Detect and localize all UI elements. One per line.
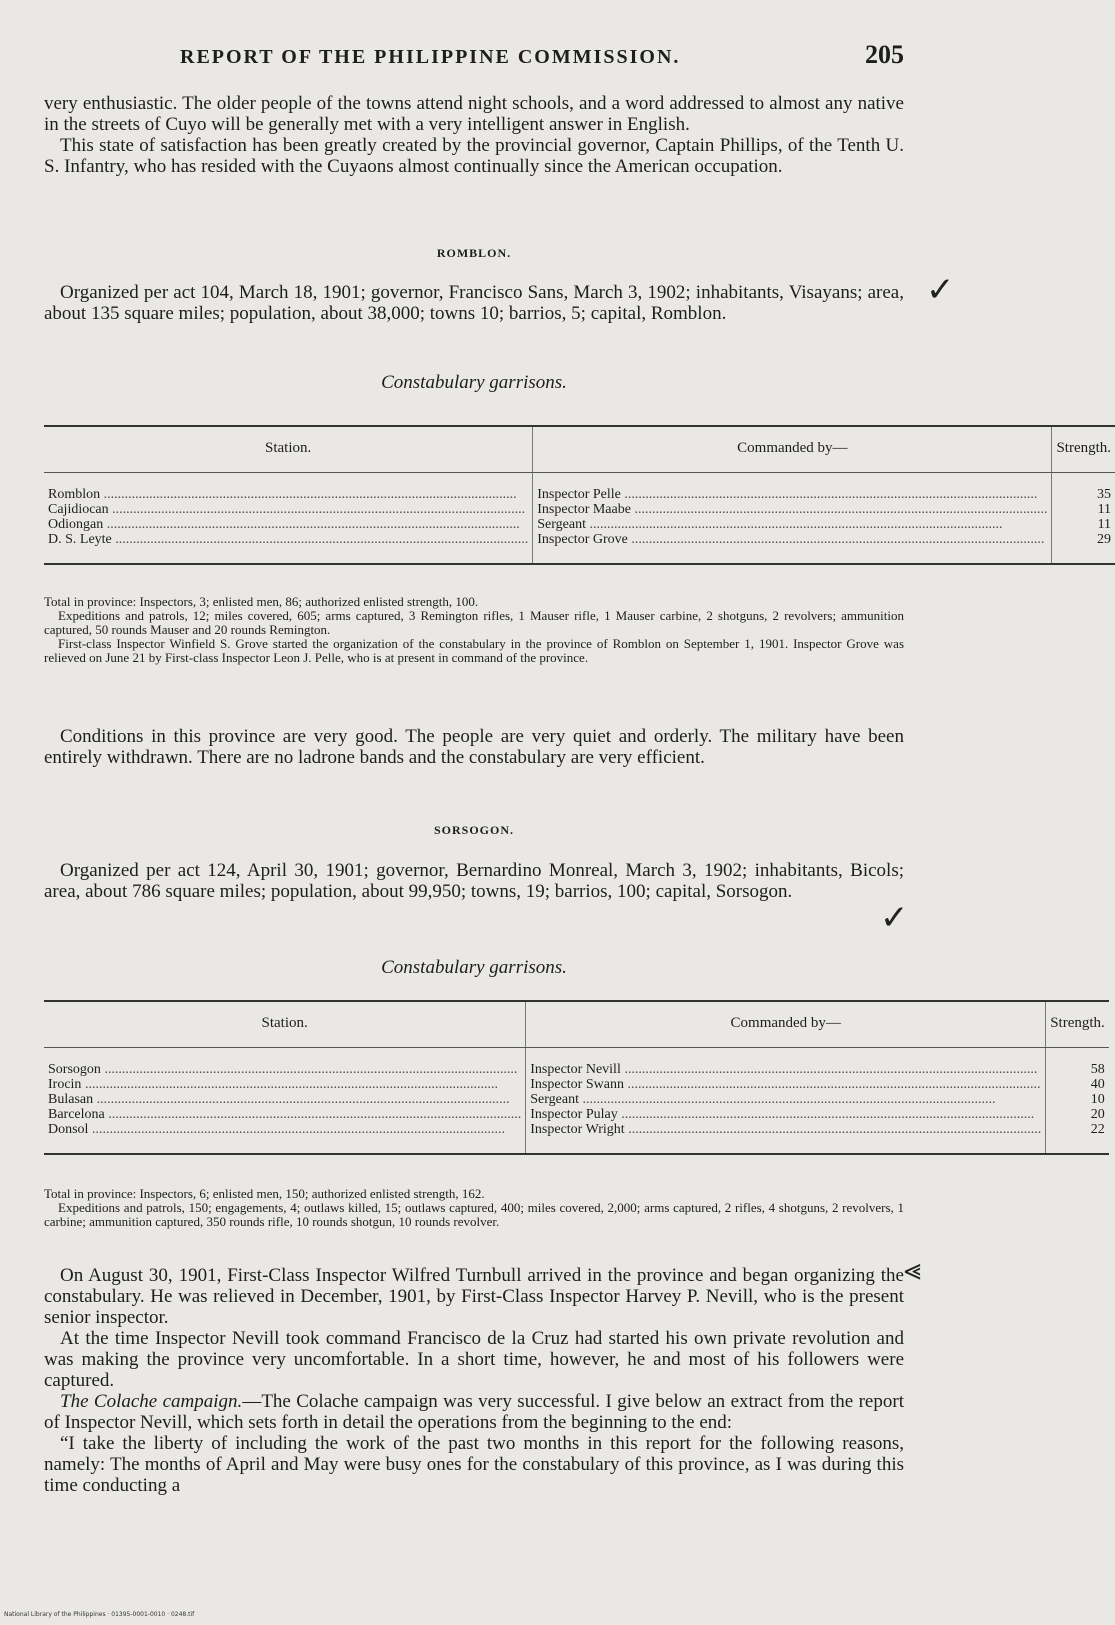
station-cell: D. S. Leyte ..... bbox=[48, 532, 528, 547]
commander-cell: Inspector Nevill ..... bbox=[530, 1062, 1041, 1077]
section-heading-sorsogon: SORSOGON. bbox=[433, 823, 514, 837]
note-totals: Total in province: Inspectors, 3; enlisted men, 86; authorized enlisted strength, 100. bbox=[44, 594, 479, 609]
checkmark-icon: ✓ bbox=[926, 270, 955, 310]
table-row bbox=[44, 517, 1115, 532]
garrisons-table bbox=[44, 425, 1115, 565]
note-organization: First-class Inspector Winfield S. Grove started the organization of the constabulary in the province of Romblon on September 1, 1901. Inspector Grove was relieved on June 21 by First-class Inspector Leon J. Pelle, who is at present in command of the province. bbox=[44, 636, 904, 665]
station-cell: Cajidiocan ..... bbox=[48, 502, 528, 517]
column-header-commanded-by: Commanded by— bbox=[533, 426, 1052, 473]
table-caption: Constabulary garrisons. bbox=[381, 372, 567, 393]
section-heading-romblon: ROMBLON. bbox=[436, 246, 512, 260]
strength-cell: 22 bbox=[1046, 1122, 1109, 1154]
garrisons-table bbox=[44, 1000, 1109, 1155]
strength-cell: 10 bbox=[1046, 1092, 1109, 1107]
commander-cell: Inspector Pelle ..... bbox=[537, 487, 1047, 502]
sorsogon-notes bbox=[44, 1187, 904, 1229]
commander-cell: Inspector Swann ..... bbox=[530, 1077, 1041, 1092]
strength-cell: 40 bbox=[1046, 1077, 1109, 1092]
sorsogon-narrative bbox=[44, 1265, 904, 1496]
sorsogon-heading bbox=[44, 823, 904, 838]
column-header-station: Station. bbox=[44, 1001, 526, 1048]
running-head: REPORT OF THE PHILIPPINE COMMISSION. bbox=[180, 46, 681, 68]
sorsogon-organized bbox=[44, 860, 904, 902]
narrative-paragraph-3 bbox=[44, 1391, 904, 1433]
strength-cell: 29 bbox=[1052, 532, 1115, 564]
note-expeditions: Expeditions and patrols, 12; miles covered, 605; arms captured, 3 Remington rifles, 1 Mauser rifle, 1 Mauser carbine, 2 shotguns, 2 revolvers; ammunition captured, 50 rounds Mauser and 20 rounds Remington. bbox=[44, 608, 904, 637]
narrative-paragraph-4: “I take the liberty of including the work of the past two months in this report for the following reasons, namely: The months of April and May were busy ones for the constabulary of this province, as I was during this time conducting a bbox=[44, 1433, 904, 1496]
table-row bbox=[44, 532, 1115, 564]
station-cell: Odiongan ..... bbox=[48, 517, 528, 532]
commander-cell: Inspector Pulay ..... bbox=[530, 1107, 1041, 1122]
note-totals: Total in province: Inspectors, 6; enlisted men, 150; authorized enlisted strength, 162. bbox=[44, 1186, 485, 1201]
table-row bbox=[44, 1092, 1109, 1107]
strength-cell: 35 bbox=[1052, 473, 1115, 503]
colache-campaign-title: The Colache campaign. bbox=[60, 1391, 243, 1412]
station-cell: Donsol ..... bbox=[48, 1122, 521, 1137]
commander-cell: Inspector Wright ..... bbox=[530, 1122, 1041, 1137]
sorsogon-table-caption bbox=[44, 957, 904, 979]
note-expeditions: Expeditions and patrols, 150; engagements, 4; outlaws killed, 15; outlaws captured, 400; miles covered, 2,000; arms captured, 2 rifles, 4 shotguns, 2 revolvers, 1 carbine; ammunition captured, 350 rounds rifle, 10 rounds shotgun, 10 rounds revolver. bbox=[44, 1200, 904, 1229]
column-header-commanded-by: Commanded by— bbox=[526, 1001, 1046, 1048]
station-cell: Barcelona ..... bbox=[48, 1107, 521, 1122]
romblon-heading bbox=[44, 246, 904, 261]
table-row bbox=[44, 473, 1115, 503]
table-row bbox=[44, 1048, 1109, 1078]
table-row bbox=[44, 502, 1115, 517]
romblon-organized-text: Organized per act 104, March 18, 1901; governor, Francisco Sans, March 3, 1902; inhabitants, Visayans; area, about 135 square miles; population, about 38,000; towns 10; barrios, 5; capital, Romblon. bbox=[44, 282, 904, 324]
table-row bbox=[44, 1107, 1109, 1122]
sorsogon-organized-text: Organized per act 124, April 30, 1901; governor, Bernardino Monreal, March 3, 1902; inhabitants, Bicols; area, about 786 square miles; population, about 99,950; towns, 19; barrios, 100; capital, Sorsogon. bbox=[44, 860, 904, 902]
intro-paragraph-1: very enthusiastic. The older people of the towns attend night schools, and a word addressed to almost any native in the streets of Cuyo will be generally met with a very intelligent answer in English. bbox=[44, 93, 904, 135]
intro-paragraph-2: This state of satisfaction has been greatly created by the provincial governor, Captain Phillips, of the Tenth U. S. Infantry, who has resided with the Cuyaons almost continually since the American occupation. bbox=[44, 135, 904, 177]
narrative-paragraph-1: On August 30, 1901, First-Class Inspector Wilfred Turnbull arrived in the province and began organizing the constabulary. He was relieved in December, 1901, by First-Class Inspector Harvey P. Nevill, who is the present senior inspector. bbox=[44, 1265, 904, 1328]
romblon-conditions bbox=[44, 726, 904, 768]
strength-cell: 11 bbox=[1052, 502, 1115, 517]
commander-cell: Inspector Grove ..... bbox=[537, 532, 1047, 547]
table-row bbox=[44, 1122, 1109, 1154]
table-row bbox=[44, 1077, 1109, 1092]
commander-cell: Sergeant ..... bbox=[537, 517, 1047, 532]
strength-cell: 20 bbox=[1046, 1107, 1109, 1122]
station-cell: Irocin ..... bbox=[48, 1077, 521, 1092]
strength-cell: 58 bbox=[1046, 1048, 1109, 1078]
romblon-table-caption bbox=[44, 372, 904, 394]
strength-cell: 11 bbox=[1052, 517, 1115, 532]
intro-section bbox=[44, 93, 904, 177]
sorsogon-garrisons-table bbox=[44, 1000, 1105, 1155]
conditions-paragraph: Conditions in this province are very good. The people are very quiet and orderly. The military have been entirely withdrawn. There are no ladrone bands and the constabulary are very efficient. bbox=[44, 726, 904, 768]
column-header-strength: Strength. bbox=[1046, 1001, 1109, 1048]
page-number: 205 bbox=[865, 40, 904, 69]
colache-campaign-text: —The Colache campaign was very successful. I give below an extract from the report of Inspector Nevill, which sets forth in detail the operations from the beginning to the end: bbox=[44, 1391, 904, 1433]
station-cell: Romblon ..... bbox=[48, 487, 528, 502]
romblon-notes bbox=[44, 595, 904, 665]
page-header bbox=[44, 40, 904, 70]
table-caption: Constabulary garrisons. bbox=[381, 957, 567, 978]
column-header-station: Station. bbox=[44, 426, 533, 473]
narrative-paragraph-2: At the time Inspector Nevill took command Francisco de la Cruz had started his own private revolution and was making the province very uncomfortable. In a short time, however, he and most of his followers were captured. bbox=[44, 1328, 904, 1391]
scan-source-line: National Library of the Philippines · 01395-0001-0010 · 0248.tif bbox=[4, 1611, 195, 1618]
station-cell: Sorsogon ..... bbox=[48, 1062, 521, 1077]
station-cell: Bulasan ..... bbox=[48, 1092, 521, 1107]
commander-cell: Sergeant ..... bbox=[530, 1092, 1041, 1107]
margin-mark-icon: ⪡ bbox=[904, 1252, 921, 1287]
romblon-garrisons-table bbox=[44, 425, 1112, 565]
romblon-organized bbox=[44, 282, 904, 324]
column-header-strength: Strength. bbox=[1052, 426, 1115, 473]
commander-cell: Inspector Maabe ..... bbox=[537, 502, 1047, 517]
checkmark-icon: ✓ bbox=[880, 898, 909, 938]
